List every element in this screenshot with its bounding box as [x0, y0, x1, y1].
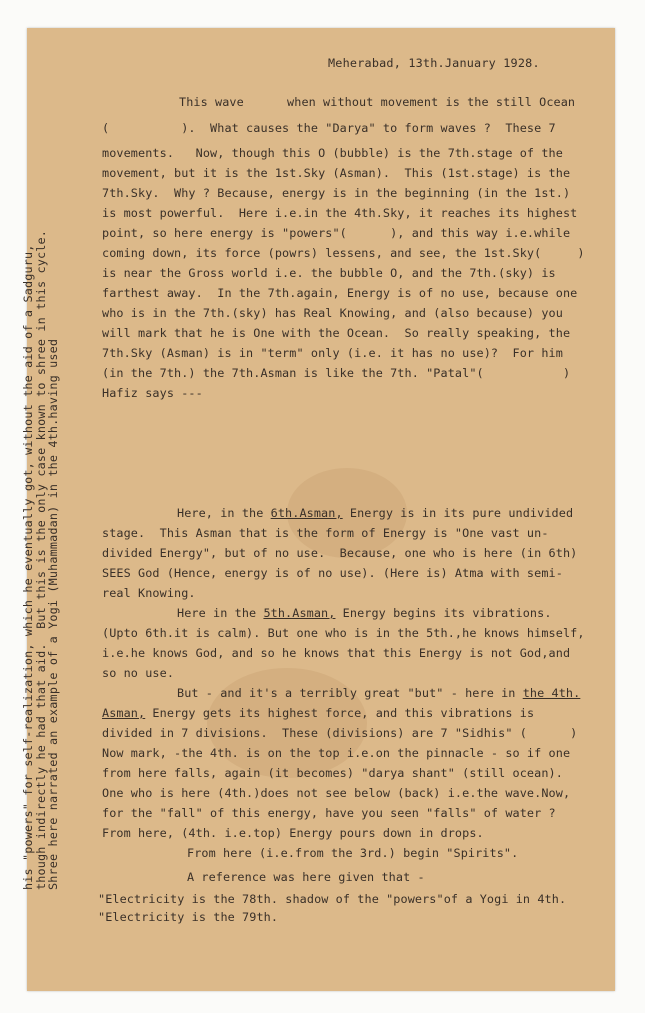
paper-stain [207, 668, 367, 778]
text-line: This wave when without movement is the still Ocean [179, 95, 576, 109]
text-line: farthest away. In the 7th.again, Energy is of no use, because one [102, 286, 578, 300]
text-line: A reference was here given that - [187, 870, 425, 884]
text-line: Hafiz says --- [102, 386, 203, 400]
text-line: "Electricity is the 78th. shadow of the "powers"of a Yogi in 4th. [98, 892, 567, 906]
text-line: But - and it's a terribly great "but" - here in the 4th. [177, 686, 581, 700]
text-line: i.e.he knows God, and so he knows that this Energy is not God,and [102, 646, 571, 660]
text-line: SEES God (Hence, energy is of no use). (Here is) Atma with semi- [102, 566, 563, 580]
text-line: divided in 7 divisions. These (divisions) are 7 "Sidhis" ( ) [102, 726, 578, 740]
text-line: coming down, its force (powrs) lessens, and see, the 1st.Sky( ) [102, 246, 585, 260]
text-line: "Electricity is the 79th. [98, 910, 279, 924]
text-line: for the "fall" of this energy, have you seen "falls" of water ? [102, 806, 556, 820]
text-line: divided Energy", but of no use. Because, one who is here (in 6th) [102, 546, 578, 560]
margin-note-line: his "powers" for self-realization, which he eventually got, without the aid of a Sadguru, [21, 244, 35, 890]
text-line: (in the 7th.) the 7th.Asman is like the 7th. "Patal"( ) [102, 366, 571, 380]
text-line: From here (i.e.from the 3rd.) begin "Spirits". [187, 846, 519, 860]
text-line: One who is here (4th.)does not see below (back) i.e.the wave.Now, [102, 786, 571, 800]
text-line: who is in the 7th.(sky) has Real Knowing, and (also because) you [102, 306, 563, 320]
margin-note-line: Shree here narrated an example of a Yogi (Muhammadan) in the 4th.having used [46, 338, 60, 890]
document-date: Meherabad, 13th.January 1928. [328, 56, 540, 70]
text-line: is near the Gross world i.e. the bubble O, and the 7th.(sky) is [102, 266, 556, 280]
margin-note-line: though indirectly he had that aid. But this is the only case known to shree in this cycle. [33, 230, 48, 890]
text-line: so no use. [102, 666, 175, 680]
text-line: Here in the 5th.Asman, Energy begins its vibrations. [177, 606, 552, 620]
text-line: is most powerful. Here i.e.in the 4th.Sky, it reaches its highest [102, 206, 578, 220]
text-line: movements. Now, though this O (bubble) is the 7th.stage of the [102, 146, 563, 160]
text-line: (Upto 6th.it is calm). But one who is in the 5th.,he knows himself, [102, 626, 585, 640]
text-line: Asman, Energy gets its highest force, and this vibrations is [102, 706, 535, 720]
text-line: Here, in the 6th.Asman, Energy is in its pure undivided [177, 506, 574, 520]
text-line: Now mark, -the 4th. is on the top i.e.on the pinnacle - so if one [102, 746, 571, 760]
text-line: 7th.Sky. Why ? Because, energy is in the beginning (in the 1st.) [102, 186, 571, 200]
text-line: from here falls, again (it becomes) "darya shant" (still ocean). [102, 766, 563, 780]
text-line: will mark that he is One with the Ocean. So really speaking, the [102, 326, 571, 340]
text-line: point, so here energy is "powers"( ), and this way i.e.while [102, 226, 571, 240]
text-line: movement, but it is the 1st.Sky (Asman). This (1st.stage) is the [102, 166, 571, 180]
text-line: ( ). What causes the "Darya" to form waves ? These 7 [102, 121, 556, 135]
text-line: stage. This Asman that is the form of Energy is "One vast un- [102, 526, 549, 540]
text-line: real Knowing. [102, 586, 196, 600]
text-line: From here, (4th. i.e.top) Energy pours down in drops. [102, 826, 484, 840]
text-line: 7th.Sky (Asman) is in "term" only (i.e. it has no use)? For him [102, 346, 563, 360]
